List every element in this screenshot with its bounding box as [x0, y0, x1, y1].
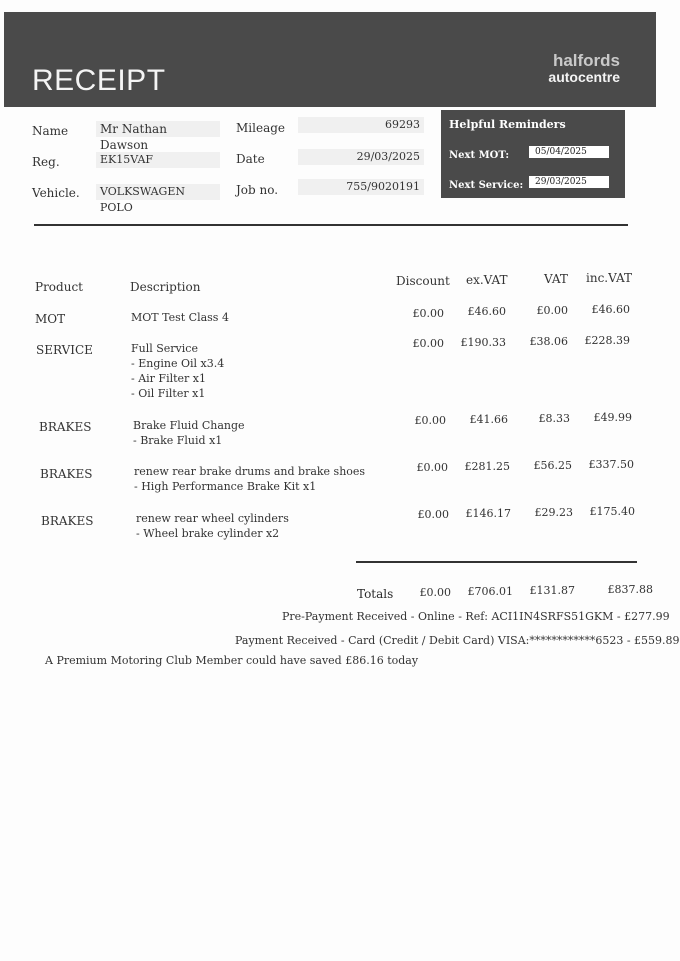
- description-line: - Air Filter x1: [131, 372, 206, 385]
- row-description: [131, 310, 229, 325]
- description-line: - Engine Oil x3.4: [131, 357, 225, 370]
- total-incvat: £837.88: [607, 583, 653, 596]
- job-label: Job no.: [236, 183, 279, 197]
- row-product: BRAKES: [40, 467, 93, 481]
- description-line: - Brake Fluid x1: [133, 434, 223, 447]
- description-line: Full Service: [131, 342, 198, 355]
- prepayment-line: Pre-Payment Received - Online - Ref: ACI1IN4SRFS51GKM - £277.99: [282, 610, 670, 623]
- halfords-logo: [548, 52, 620, 85]
- row-exvat: £41.66: [469, 413, 508, 426]
- col-product: Product: [35, 280, 83, 294]
- brand-subname: autocentre: [548, 69, 620, 85]
- vehicle-reg: EK15VAF: [96, 152, 220, 168]
- row-vat: £29.23: [534, 506, 573, 519]
- next-mot-label: Next MOT:: [449, 150, 510, 161]
- club-savings-note: A Premium Motoring Club Member could have saved £86.16 today: [45, 654, 419, 667]
- totals-label: Totals: [357, 587, 394, 601]
- row-exvat: £146.17: [465, 507, 511, 520]
- row-description: [131, 341, 224, 401]
- card-payment-line: Payment Received - Card (Credit / Debit Card) VISA:************6523 - £559.89: [235, 634, 680, 647]
- row-product: SERVICE: [36, 343, 93, 357]
- row-incvat: £175.40: [589, 505, 635, 518]
- row-description: [134, 464, 365, 494]
- total-discount: £0.00: [419, 586, 451, 599]
- description-line: Brake Fluid Change: [133, 419, 245, 432]
- description-line: renew rear brake drums and brake shoes: [134, 465, 366, 478]
- reg-label: Reg.: [32, 155, 60, 169]
- brand-name: halfords: [552, 51, 620, 70]
- row-discount: £0.00: [414, 414, 446, 427]
- row-incvat: £228.39: [584, 334, 630, 347]
- description-line: - Oil Filter x1: [131, 387, 206, 400]
- description-line: renew rear wheel cylinders: [136, 512, 289, 525]
- row-incvat: £337.50: [588, 458, 634, 471]
- job-number: 755/9020191: [298, 179, 424, 195]
- vehicle-label: Vehicle.: [32, 186, 80, 200]
- col-description: Description: [130, 280, 201, 294]
- col-discount: Discount: [396, 274, 450, 288]
- row-incvat: £46.60: [591, 303, 630, 316]
- row-product: MOT: [35, 312, 66, 326]
- row-description: [133, 418, 245, 448]
- row-exvat: £190.33: [460, 336, 506, 349]
- next-service-label: Next Service:: [449, 180, 524, 191]
- reminders-title: Helpful Reminders: [449, 118, 566, 131]
- total-vat: £131.87: [529, 584, 575, 597]
- date-value: 29/03/2025: [298, 149, 424, 165]
- row-discount: £0.00: [416, 461, 448, 474]
- description-line: MOT Test Class 4: [131, 311, 229, 324]
- helpful-reminders-box: [441, 110, 625, 198]
- row-exvat: £281.25: [464, 460, 510, 473]
- receipt-header: [4, 12, 656, 107]
- row-product: BRAKES: [39, 420, 92, 434]
- next-mot-date: 05/04/2025: [529, 146, 609, 158]
- row-exvat: £46.60: [467, 305, 506, 318]
- date-label: Date: [236, 152, 265, 166]
- col-incvat: inc.VAT: [586, 271, 632, 285]
- total-exvat: £706.01: [467, 585, 513, 598]
- vehicle-model: VOLKSWAGEN POLO: [96, 184, 220, 200]
- row-incvat: £49.99: [593, 411, 632, 424]
- description-line: - High Performance Brake Kit x1: [134, 480, 317, 493]
- next-service-date: 29/03/2025: [529, 176, 609, 188]
- row-discount: £0.00: [417, 508, 449, 521]
- receipt-title: RECEIPT: [32, 64, 166, 97]
- mileage-value: 69293: [298, 117, 424, 133]
- row-description: [136, 511, 289, 541]
- row-vat: £38.06: [529, 335, 568, 348]
- row-discount: £0.00: [412, 337, 444, 350]
- header-divider: [34, 224, 628, 226]
- name-label: Name: [32, 124, 69, 138]
- row-vat: £0.00: [536, 304, 568, 317]
- customer-name: Mr Nathan Dawson: [96, 121, 220, 137]
- col-exvat: ex.VAT: [466, 273, 508, 287]
- totals-divider: [356, 561, 637, 563]
- row-vat: £8.33: [538, 412, 570, 425]
- mileage-label: Mileage: [236, 121, 286, 135]
- description-line: - Wheel brake cylinder x2: [136, 527, 280, 540]
- row-discount: £0.00: [412, 307, 444, 320]
- row-product: BRAKES: [41, 514, 94, 528]
- row-vat: £56.25: [533, 459, 572, 472]
- col-vat: VAT: [544, 272, 568, 286]
